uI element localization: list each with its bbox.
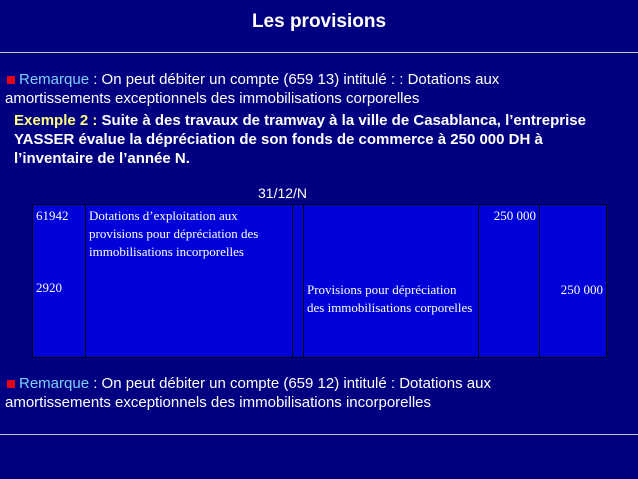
remark-2-text-line2: amortissements exceptionnels des immobilisations incorporelles [5,394,432,411]
slide-title: Les provisions [251,11,387,32]
separator-cell [293,205,304,358]
remark-2-label: Remarque [19,375,90,392]
debit-amount-cell [479,205,540,358]
debit-label-cell [86,205,293,358]
bottom-divider [0,434,638,435]
credit-account-label: Provisions pour dépréciation des immobilisations corporelles [307,282,473,315]
top-divider [0,52,638,53]
credit-amount-cell [540,205,607,358]
example-label: Exemple 2 : [14,112,98,129]
remark-2-text-line1: : On peut débiter un compte (659 12) intitulé : Dotations aux [89,375,491,392]
journal-date: 31/12/N [258,185,308,201]
square-bullet-icon [7,76,15,84]
example-2 [14,111,634,168]
example-line2: YASSER évalue la dépréciation de son fonds de commerce à 250 000 DH à [14,131,543,148]
remark-1-text-line1: : On peut débiter un compte (659 13) intitulé : : Dotations aux [89,71,500,88]
example-line1: Suite à des travaux de tramway à la ville de Casablanca, l’entreprise [97,112,586,129]
example-line3: l’inventaire de l’année N. [14,150,190,167]
remark-1 [5,70,635,108]
remark-1-label: Remarque [19,71,90,88]
debit-account-label: Dotations d’exploitation aux provisions pour dépréciation des immobilisations incorporelles [89,208,259,259]
remark-2 [5,374,635,412]
journal-entry-table [32,204,607,358]
credit-amount: 250 000 [560,282,603,297]
debit-account-code: 61942 [36,208,69,223]
debit-amount: 250 000 [493,208,536,223]
account-codes-cell [33,205,86,358]
remark-1-text-line2: amortissements exceptionnels des immobilisations corporelles [5,90,420,107]
credit-label-cell [304,205,479,358]
credit-account-code: 2920 [36,280,62,295]
square-bullet-icon [7,380,15,388]
